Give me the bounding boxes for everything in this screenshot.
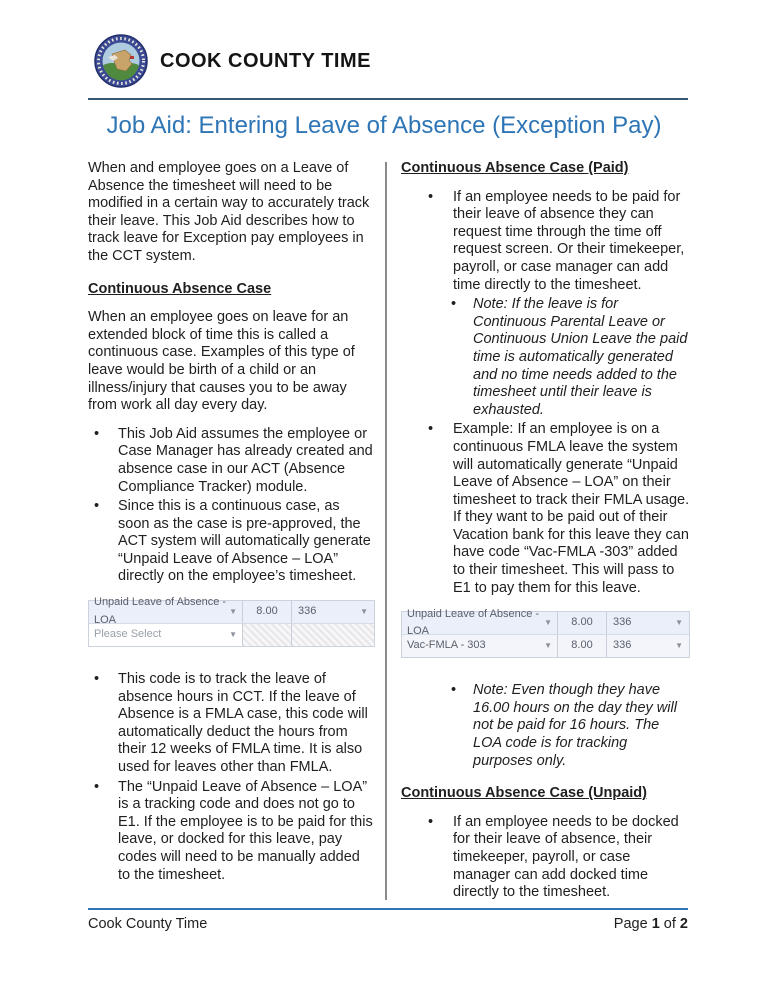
page-title: Job Aid: Entering Leave of Absence (Exception Pay): [106, 112, 662, 139]
bullet-icon: •: [451, 682, 457, 699]
bullet-icon: •: [428, 813, 434, 830]
cook-county-seal-icon: [94, 34, 148, 88]
code-cell: 336 ▼: [613, 639, 683, 652]
list-item: • If an employee needs to be docked for their leave of absence, their timekeeper, payroll, or case manager can add docked time directly to the timesheet.: [428, 813, 679, 901]
bullet-icon: •: [94, 425, 100, 442]
list-item: • If an employee needs to be paid for their leave of absence they can request time through the time off request screen. Or their timekeeper, payroll, or case manager can add time directly to the timesheet.: [428, 188, 685, 293]
paycode-cell: Unpaid Leave of Absence - LOA ▼: [89, 601, 243, 623]
page-footer: [88, 908, 688, 932]
hours-cell-disabled: [243, 624, 292, 646]
document-body: [0, 140, 768, 904]
dropdown-arrow-icon: ▼: [675, 618, 683, 628]
paycode-cell: Please Select ▼: [89, 624, 243, 646]
timesheet-screenshot-2: [401, 607, 690, 658]
paycode-cell: Unpaid Leave of Absence - LOA ▼: [402, 612, 558, 634]
dropdown-arrow-icon: ▼: [544, 641, 552, 651]
bullet-icon: •: [94, 778, 100, 795]
paycode-cell: Vac-FMLA - 303 ▼: [402, 635, 558, 657]
bullet-icon: •: [451, 296, 457, 313]
heading-continuous-absence-case: Continuous Absence Case: [88, 280, 272, 297]
code-cell: 336 ▼: [298, 605, 368, 618]
hours-cell: 8.00: [558, 635, 607, 657]
timesheet-row: [402, 634, 689, 657]
bullet-icon: •: [428, 188, 434, 205]
left-column: [88, 160, 375, 904]
right-column: [401, 160, 690, 904]
bullet-icon: •: [94, 498, 100, 515]
list-item: • This Job Aid assumes the employee or Case Manager has already created and absence case in our ACT (Absence Compliance Tracker) module.: [94, 425, 373, 495]
code-cell-disabled: [292, 624, 374, 646]
list-item: • Example: If an employee is on a continuous FMLA leave the system will automatically generate “Unpaid Leave of Absence – LOA” on their timesheet to track their FMLA usage. If they want to be paid out of their Vacation bank for this leave they can have code “Vac-FMLA -303” added to their timesheet. This will pass to E1 to pay them for this leave.: [428, 421, 690, 596]
dropdown-arrow-icon: ▼: [544, 618, 552, 628]
list-item-note: • Note: If the leave is for Continuous Parental Leave or Continuous Union Leave the paid time is automatically generated and no time needs added to the timesheet until their leave is exhausted.: [451, 296, 688, 418]
dropdown-arrow-icon: ▼: [229, 630, 237, 640]
brand-title: COOK COUNTY TIME: [160, 49, 371, 72]
timesheet-row: [402, 607, 689, 638]
footer-title: Cook County Time: [88, 916, 208, 932]
timesheet-screenshot-1: [88, 596, 375, 647]
bullet-icon: •: [428, 421, 434, 438]
dropdown-arrow-icon: ▼: [360, 607, 368, 617]
continuous-case-paragraph: When an employee goes on leave for an extended block of time this is called a continuous case. Examples of this type of leave would be birth of a child or an illness/injury that causes you to be away from work all day every day.: [88, 309, 355, 414]
bullet-icon: •: [94, 671, 100, 688]
heading-continuous-absence-unpaid: Continuous Absence Case (Unpaid): [401, 785, 647, 802]
heading-continuous-absence-paid: Continuous Absence Case (Paid): [401, 160, 629, 176]
dropdown-arrow-icon: ▼: [229, 607, 237, 617]
list-item: • This code is to track the leave of absence hours in CCT. If the leave of Absence is a FMLA case, this code will automatically deduct the hours from their 12 weeks of FMLA time. It is also used for leaves other than FMLA.: [94, 671, 368, 776]
header-rule: [88, 98, 688, 100]
timesheet-row: [89, 596, 374, 627]
list-item: • The “Unpaid Leave of Absence – LOA” is a tracking code and does not go to E1. If the employee is to be paid for this leave, or docked for this leave, pay codes will need to be manually added to the timesheet.: [94, 778, 373, 883]
dropdown-arrow-icon: ▼: [675, 641, 683, 651]
list-item: • Since this is a continuous case, as soon as the case is pre-approved, the ACT system will automatically generate “Unpaid Leave of Absence – LOA” directly on the employee’s timesheet.: [94, 498, 371, 585]
code-cell: 336 ▼: [613, 616, 683, 629]
column-divider: [385, 162, 387, 900]
header: [0, 0, 768, 88]
intro-paragraph: When and employee goes on a Leave of Absence the timesheet will need to be modified in a certain way to accurately track their leave. This Job Aid describes how to track leave for Exception pay employees in the CCT system.: [88, 160, 370, 264]
hours-cell: 8.00: [558, 612, 607, 634]
list-item-note: • Note: Even though they have 16.00 hours on the day they will not be paid for 16 hours. The LOA code is for tracking purposes only.: [451, 682, 677, 769]
timesheet-row: [89, 623, 374, 646]
page-indicator: Page 1 of 2: [613, 916, 688, 932]
hours-cell: 8.00: [243, 601, 292, 623]
